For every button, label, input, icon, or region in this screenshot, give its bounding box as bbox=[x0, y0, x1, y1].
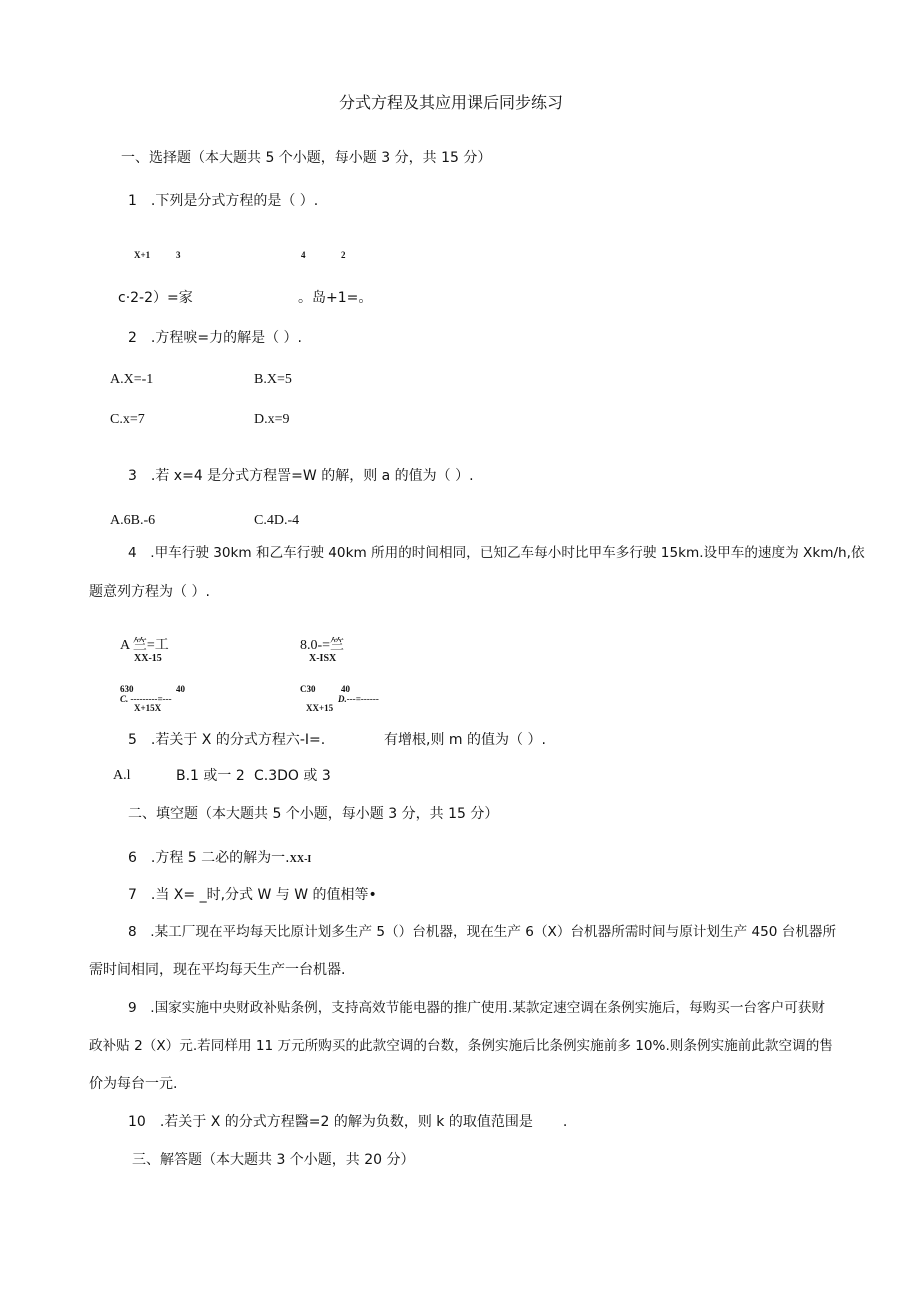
question-10-tail: . bbox=[562, 1114, 568, 1130]
q4-option-d-numerator: C30 bbox=[300, 684, 316, 694]
question-6 bbox=[128, 849, 311, 869]
q4-option-d-numerator: 40 bbox=[341, 684, 350, 694]
q5-option-b: B.1 或一 2 bbox=[176, 768, 245, 784]
q4-option-a-top: A 竺=工 bbox=[120, 638, 169, 653]
q2-option-b: B.X=5 bbox=[254, 372, 292, 387]
question-4-line2: 题意列方程为（ ）. bbox=[89, 584, 210, 600]
question-9-line1: 9 .国家实施中央财政补贴条例，支持高效节能电器的推广使用.某款定速空调在条例实施后，每购买一台客户可获财 bbox=[128, 1000, 825, 1016]
page-title: 分式方程及其应用课后同步练习 bbox=[339, 93, 564, 112]
question-9-line3: 价为每台一元. bbox=[89, 1076, 178, 1092]
question-7: 7 .当 X= _时,分式 W 与 W 的值相等• bbox=[128, 887, 377, 903]
question-5-stem-end: 有增根,则 m 的值为（ ）. bbox=[384, 732, 546, 748]
q4-option-c-bar: C. ---------=--- bbox=[120, 694, 172, 704]
q4-option-b-top: 8.0-=竺 bbox=[300, 638, 345, 653]
q3-options-ab: A.6B.-6 bbox=[110, 513, 156, 528]
section-heading-fill: 二、填空题（本大题共 5 个小题，每小题 3 分，共 15 分） bbox=[128, 806, 499, 822]
question-10-text: 10 .若关于 X 的分式方程醫=2 的解为负数，则 k 的取值范围是 bbox=[128, 1114, 533, 1130]
q5-option-a: A.l bbox=[113, 768, 131, 783]
question-8-line2: 需时间相同，现在平均每天生产一台机器. bbox=[89, 962, 346, 978]
q1-fragment: 3 bbox=[176, 250, 181, 260]
section-heading-solve: 三、解答题（本大题共 3 个小题，共 20 分） bbox=[132, 1152, 415, 1168]
question-1-stem: 1 .下列是分式方程的是（ ）. bbox=[128, 193, 319, 209]
question-6-tail: XX-I bbox=[289, 854, 312, 865]
question-3-stem: 3 .若 x=4 是分式方程詈=W 的解，则 a 的值为（ ）. bbox=[128, 468, 474, 484]
question-2-stem: 2 .方程唳=力的解是（ ）. bbox=[128, 330, 302, 346]
question-8-line1: 8 .某工厂现在平均每天比原计划多生产 5（）台机器，现在生产 6（X）台机器所需时间与原计划生产 450 台机器所 bbox=[128, 924, 837, 940]
q4-option-a-bottom: XX-15 bbox=[134, 653, 162, 664]
q4-option-d-bar: D.---=------ bbox=[338, 694, 379, 704]
section-heading-choice: 一、选择题（本大题共 5 个小题，每小题 3 分，共 15 分） bbox=[121, 150, 492, 166]
question-6-text: 6 .方程 5 二必的解为一. bbox=[128, 850, 290, 866]
q4-option-b-bottom: X-ISX bbox=[309, 653, 337, 664]
q2-option-c: C.x=7 bbox=[110, 412, 145, 427]
q4-option-c-bottom: X+15X bbox=[134, 703, 162, 713]
question-10 bbox=[128, 1113, 567, 1131]
q5-options-cd: C.3DO 或 3 bbox=[254, 768, 331, 784]
q1-fragment: X+1 bbox=[134, 250, 151, 260]
question-4-line1: 4 .甲车行驶 30km 和乙车行驶 40km 所用的时间相同，已知乙车每小时比甲车多行驶 15km.设甲车的速度为 Xkm/h,依 bbox=[128, 545, 865, 561]
q4-option-c-numerator: 40 bbox=[176, 684, 185, 694]
q2-option-d: D.x=9 bbox=[254, 412, 290, 427]
q4-option-d-bottom: XX+15 bbox=[306, 703, 334, 713]
q4-option-c-numerator: 630 bbox=[120, 684, 134, 694]
q1-option-line: c·2-2）=家 bbox=[118, 290, 193, 306]
question-9-line2: 政补贴 2（X）元.若同样用 11 万元所购买的此款空调的台数，条例实施后比条例实施前多 10%.则条例实施前此款空调的售 bbox=[89, 1038, 833, 1054]
q1-fragment: 4 bbox=[301, 250, 306, 260]
q1-fragment: 2 bbox=[341, 250, 346, 260]
q1-option-line: 。岛+1=。 bbox=[298, 290, 373, 306]
question-5-stem: 5 .若关于 X 的分式方程六-I=. bbox=[128, 732, 326, 748]
q2-option-a: A.X=-1 bbox=[110, 372, 154, 387]
q3-options-cd: C.4D.-4 bbox=[254, 513, 300, 528]
